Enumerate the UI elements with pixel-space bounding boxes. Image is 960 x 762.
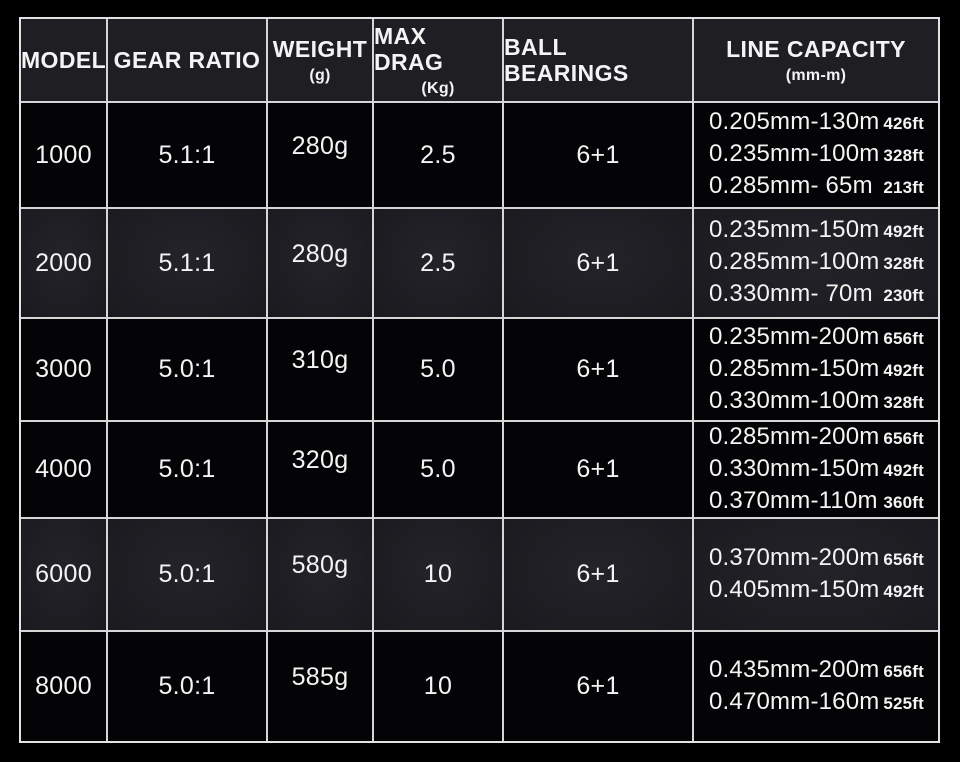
line-capacity-feet: 656ft — [883, 549, 924, 569]
line-capacity-entry — [709, 386, 924, 418]
weight-value: 280g — [291, 131, 349, 160]
gear-ratio-cell: 5.1:1 — [108, 209, 266, 317]
line-capacity-feet: 213ft — [883, 178, 924, 197]
line-capacity-spec: 0.285mm- 65m — [709, 172, 873, 199]
line-capacity-spec: 0.235mm-200m — [709, 322, 880, 350]
line-capacity-entry — [709, 215, 924, 247]
line-capacity-entry — [709, 322, 924, 354]
line-capacity-entry — [709, 422, 924, 454]
line-capacity-feet: 492ft — [883, 222, 924, 241]
column-header-label: BALL BEARINGS — [504, 34, 629, 86]
column-header-line-capacity — [694, 19, 938, 101]
weight-value: 580g — [291, 551, 349, 579]
weight-cell — [268, 319, 372, 420]
model-cell: 6000 — [21, 519, 106, 630]
line-capacity-cell — [694, 519, 938, 630]
gear-ratio-cell: 5.0:1 — [108, 519, 266, 630]
model-cell: 1000 — [21, 103, 106, 207]
line-capacity-entry — [709, 107, 924, 139]
column-header-label: WEIGHT — [272, 35, 368, 62]
model-cell: 2000 — [21, 209, 106, 317]
weight-cell — [268, 519, 372, 630]
spec-table — [19, 17, 940, 743]
line-capacity-feet: 492ft — [883, 581, 924, 601]
line-capacity-spec: 0.435mm-200m — [709, 655, 880, 683]
model-cell: 3000 — [21, 319, 106, 420]
ball-bearings-cell: 6+1 — [504, 319, 692, 420]
line-capacity-feet: 656ft — [883, 661, 924, 681]
line-capacity-cell — [694, 103, 938, 207]
weight-cell — [268, 422, 372, 517]
line-capacity-spec: 0.330mm-150m — [709, 454, 880, 482]
column-header-weight — [268, 19, 372, 101]
gear-ratio-cell: 5.0:1 — [108, 319, 266, 420]
column-header-unit: (mm-m) — [785, 66, 847, 84]
line-capacity-feet: 492ft — [883, 360, 924, 380]
weight-cell — [268, 632, 372, 741]
line-capacity-entry — [709, 543, 924, 575]
ball-bearings-cell: 6+1 — [504, 209, 692, 317]
line-capacity-spec: 0.285mm-150m — [709, 354, 880, 382]
line-capacity-spec: 0.330mm- 70m — [709, 280, 873, 307]
column-header-label: LINE CAPACITY — [726, 35, 906, 62]
column-header-label: GEAR RATIO — [113, 47, 261, 73]
line-capacity-entry — [709, 655, 924, 687]
line-capacity-entry — [709, 354, 924, 386]
line-capacity-spec: 0.405mm-150m — [709, 575, 880, 603]
line-capacity-spec: 0.235mm-100m — [709, 140, 880, 167]
column-header-label: MAX DRAG — [374, 22, 444, 75]
line-capacity-spec: 0.470mm-160m — [709, 687, 880, 715]
weight-value: 280g — [291, 239, 349, 268]
line-capacity-entry — [709, 247, 924, 279]
gear-ratio-cell: 5.0:1 — [108, 632, 266, 741]
column-header-unit: (g) — [309, 66, 331, 84]
line-capacity-entry — [709, 171, 924, 203]
column-header-model — [21, 19, 106, 101]
line-capacity-feet: 328ft — [883, 392, 924, 412]
line-capacity-cell — [694, 209, 938, 317]
column-header-label: MODEL — [20, 47, 107, 73]
line-capacity-feet: 656ft — [883, 328, 924, 348]
gear-ratio-cell: 5.1:1 — [108, 103, 266, 207]
line-capacity-entry — [709, 687, 924, 719]
line-capacity-feet: 328ft — [883, 146, 924, 165]
max-drag-cell: 10 — [374, 632, 502, 741]
line-capacity-spec: 0.330mm-100m — [709, 386, 880, 414]
line-capacity-entry — [709, 279, 924, 311]
max-drag-cell: 5.0 — [374, 422, 502, 517]
line-capacity-feet: 230ft — [883, 286, 924, 305]
weight-value: 310g — [291, 346, 349, 374]
line-capacity-entry — [709, 454, 924, 486]
line-capacity-feet: 426ft — [883, 114, 924, 133]
line-capacity-feet: 492ft — [883, 460, 924, 480]
column-header-ball-bearings — [504, 19, 692, 101]
ball-bearings-cell: 6+1 — [504, 632, 692, 741]
line-capacity-cell — [694, 632, 938, 741]
line-capacity-feet: 656ft — [883, 428, 924, 448]
ball-bearings-cell: 6+1 — [504, 103, 692, 207]
column-header-gear-ratio — [108, 19, 266, 101]
weight-cell — [268, 103, 372, 207]
weight-value: 585g — [291, 663, 349, 691]
line-capacity-feet: 328ft — [883, 254, 924, 273]
ball-bearings-cell: 6+1 — [504, 519, 692, 630]
column-header-max-drag — [374, 19, 502, 101]
line-capacity-spec: 0.205mm-130m — [709, 108, 880, 135]
weight-value: 320g — [291, 446, 349, 474]
line-capacity-entry — [709, 575, 924, 607]
line-capacity-spec: 0.285mm-100m — [709, 248, 880, 275]
line-capacity-cell — [694, 319, 938, 420]
line-capacity-entry — [709, 139, 924, 171]
line-capacity-spec: 0.370mm-200m — [709, 543, 880, 571]
line-capacity-feet: 360ft — [883, 492, 924, 512]
line-capacity-spec: 0.370mm-110m — [709, 486, 878, 514]
max-drag-cell: 10 — [374, 519, 502, 630]
line-capacity-spec: 0.235mm-150m — [709, 216, 880, 243]
column-header-unit: (Kg) — [421, 79, 455, 97]
ball-bearings-cell: 6+1 — [504, 422, 692, 517]
max-drag-cell: 5.0 — [374, 319, 502, 420]
gear-ratio-cell: 5.0:1 — [108, 422, 266, 517]
line-capacity-spec: 0.285mm-200m — [709, 422, 880, 450]
line-capacity-feet: 525ft — [883, 693, 924, 713]
model-cell: 8000 — [21, 632, 106, 741]
max-drag-cell: 2.5 — [374, 103, 502, 207]
line-capacity-cell — [694, 422, 938, 517]
model-cell: 4000 — [21, 422, 106, 517]
weight-cell — [268, 209, 372, 317]
line-capacity-entry — [709, 486, 924, 518]
max-drag-cell: 2.5 — [374, 209, 502, 317]
